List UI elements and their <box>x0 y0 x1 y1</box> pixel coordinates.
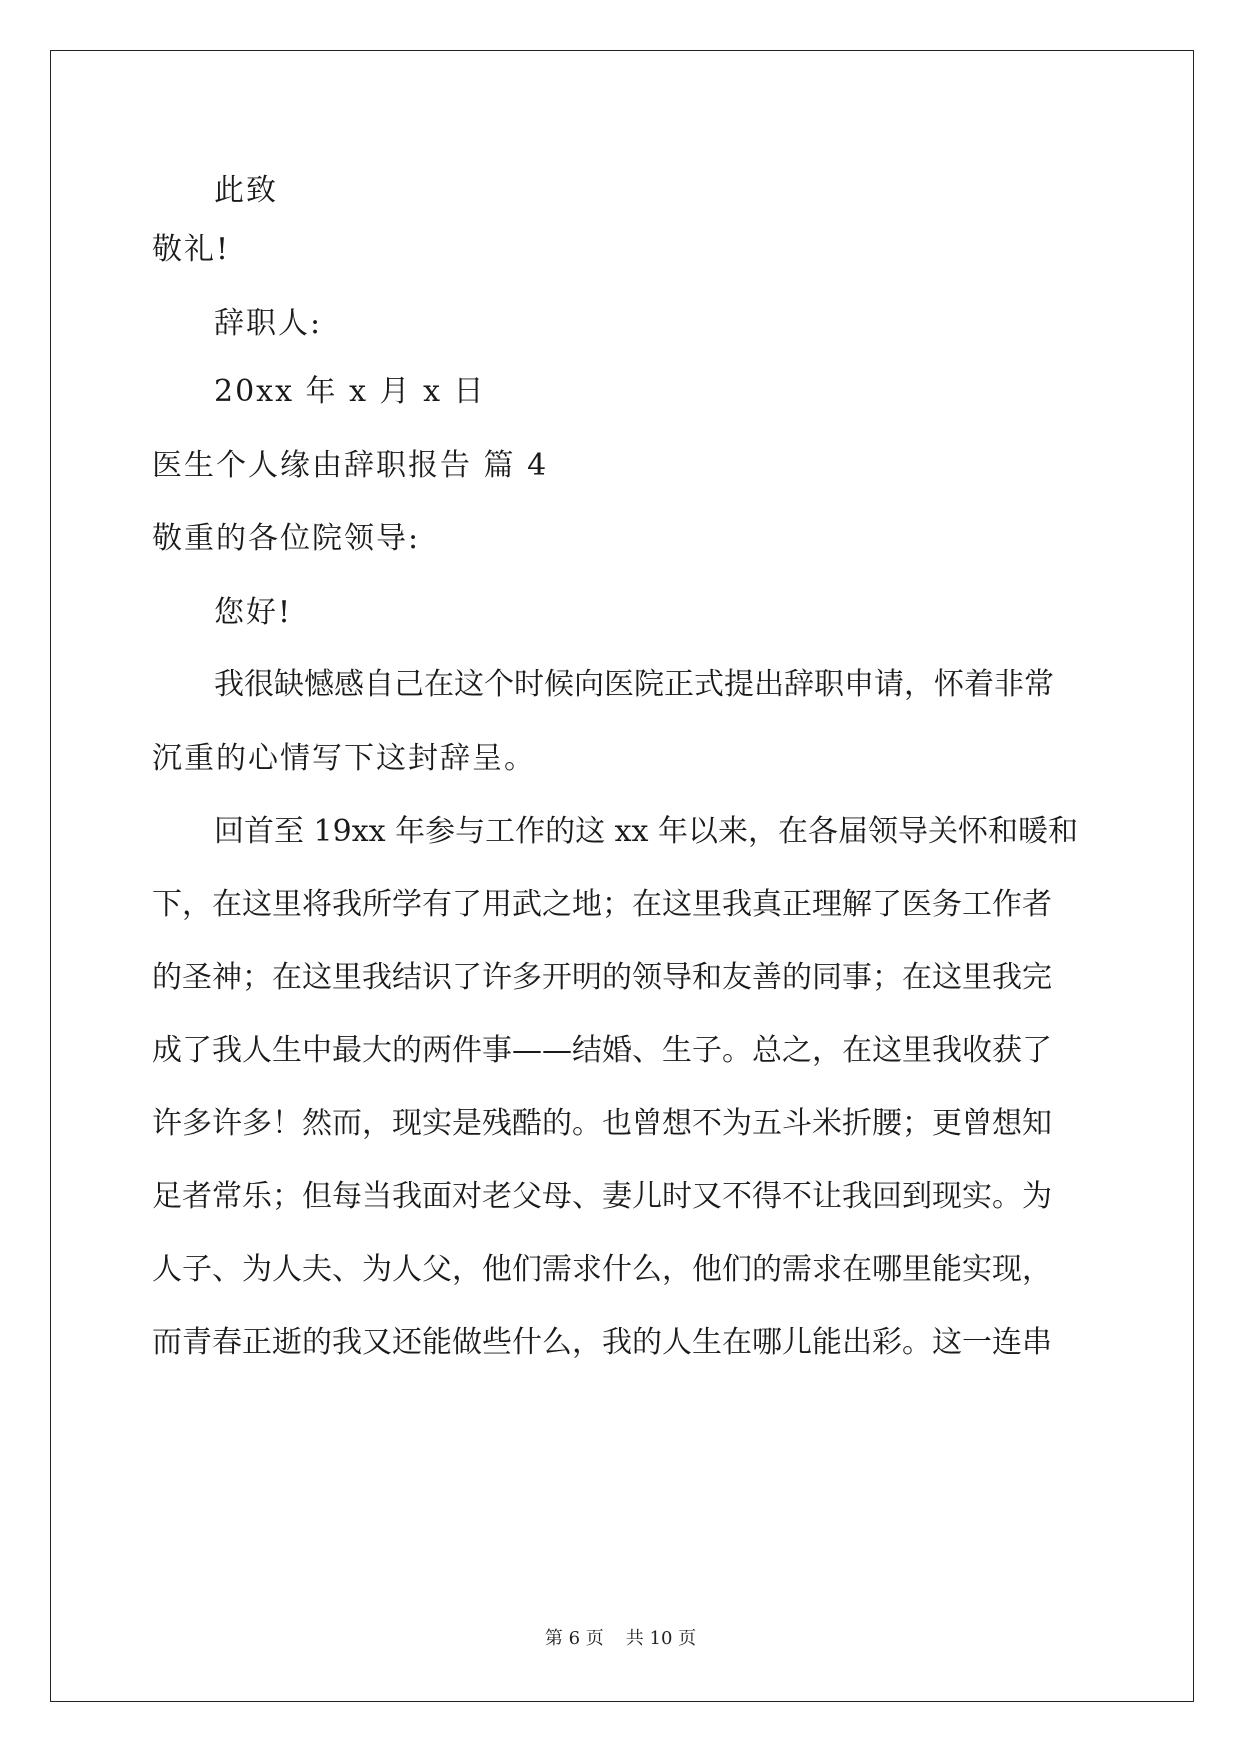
body-line: 的圣神；在这里我结识了许多开明的领导和友善的同事；在这里我完 <box>152 960 1052 995</box>
page-total: 共 10 页 <box>625 1628 697 1649</box>
body-line: 许多许多！然而，现实是残酷的。也曾想不为五斗米折腰；更曾想知 <box>152 1106 1052 1141</box>
body-line: 足者常乐；但每当我面对老父母、妻儿时又不得不让我回到现实。为 <box>152 1179 1052 1214</box>
page-footer <box>0 1627 1241 1651</box>
body-line: 成了我人生中最大的两件事——结婚、生子。总之，在这里我收获了 <box>152 1033 1052 1068</box>
body-line: 而青春正逝的我又还能做些什么，我的人生在哪儿能出彩。这一连串 <box>152 1325 1052 1360</box>
recipient-line: 敬重的各位院领导: <box>152 521 421 556</box>
body-line: 回首至 19xx 年参与工作的这 xx 年以来，在各届领导关怀和暖和 <box>214 814 1078 849</box>
salutation-line: 敬礼! <box>152 232 231 267</box>
body-line: 我很缺憾感自己在这个时候向医院正式提出辞职申请，怀着非常 <box>214 667 1054 702</box>
body-line: 下，在这里将我所学有了用武之地；在这里我真正理解了医务工作者 <box>152 887 1052 922</box>
signature-label: 辞职人: <box>214 306 323 341</box>
page-number: 第 6 页 <box>544 1628 604 1649</box>
page-border <box>50 50 1194 1702</box>
closing-line: 此致 <box>214 173 278 208</box>
date-line: 20xx 年 x 月 x 日 <box>214 374 486 409</box>
greeting-line: 您好! <box>214 595 293 630</box>
section-title: 医生个人缘由辞职报告 篇 4 <box>152 448 549 483</box>
body-line: 沉重的心情写下这封辞呈。 <box>152 741 536 776</box>
body-line: 人子、为人夫、为人父，他们需求什么，他们的需求在哪里能实现， <box>152 1252 1052 1287</box>
